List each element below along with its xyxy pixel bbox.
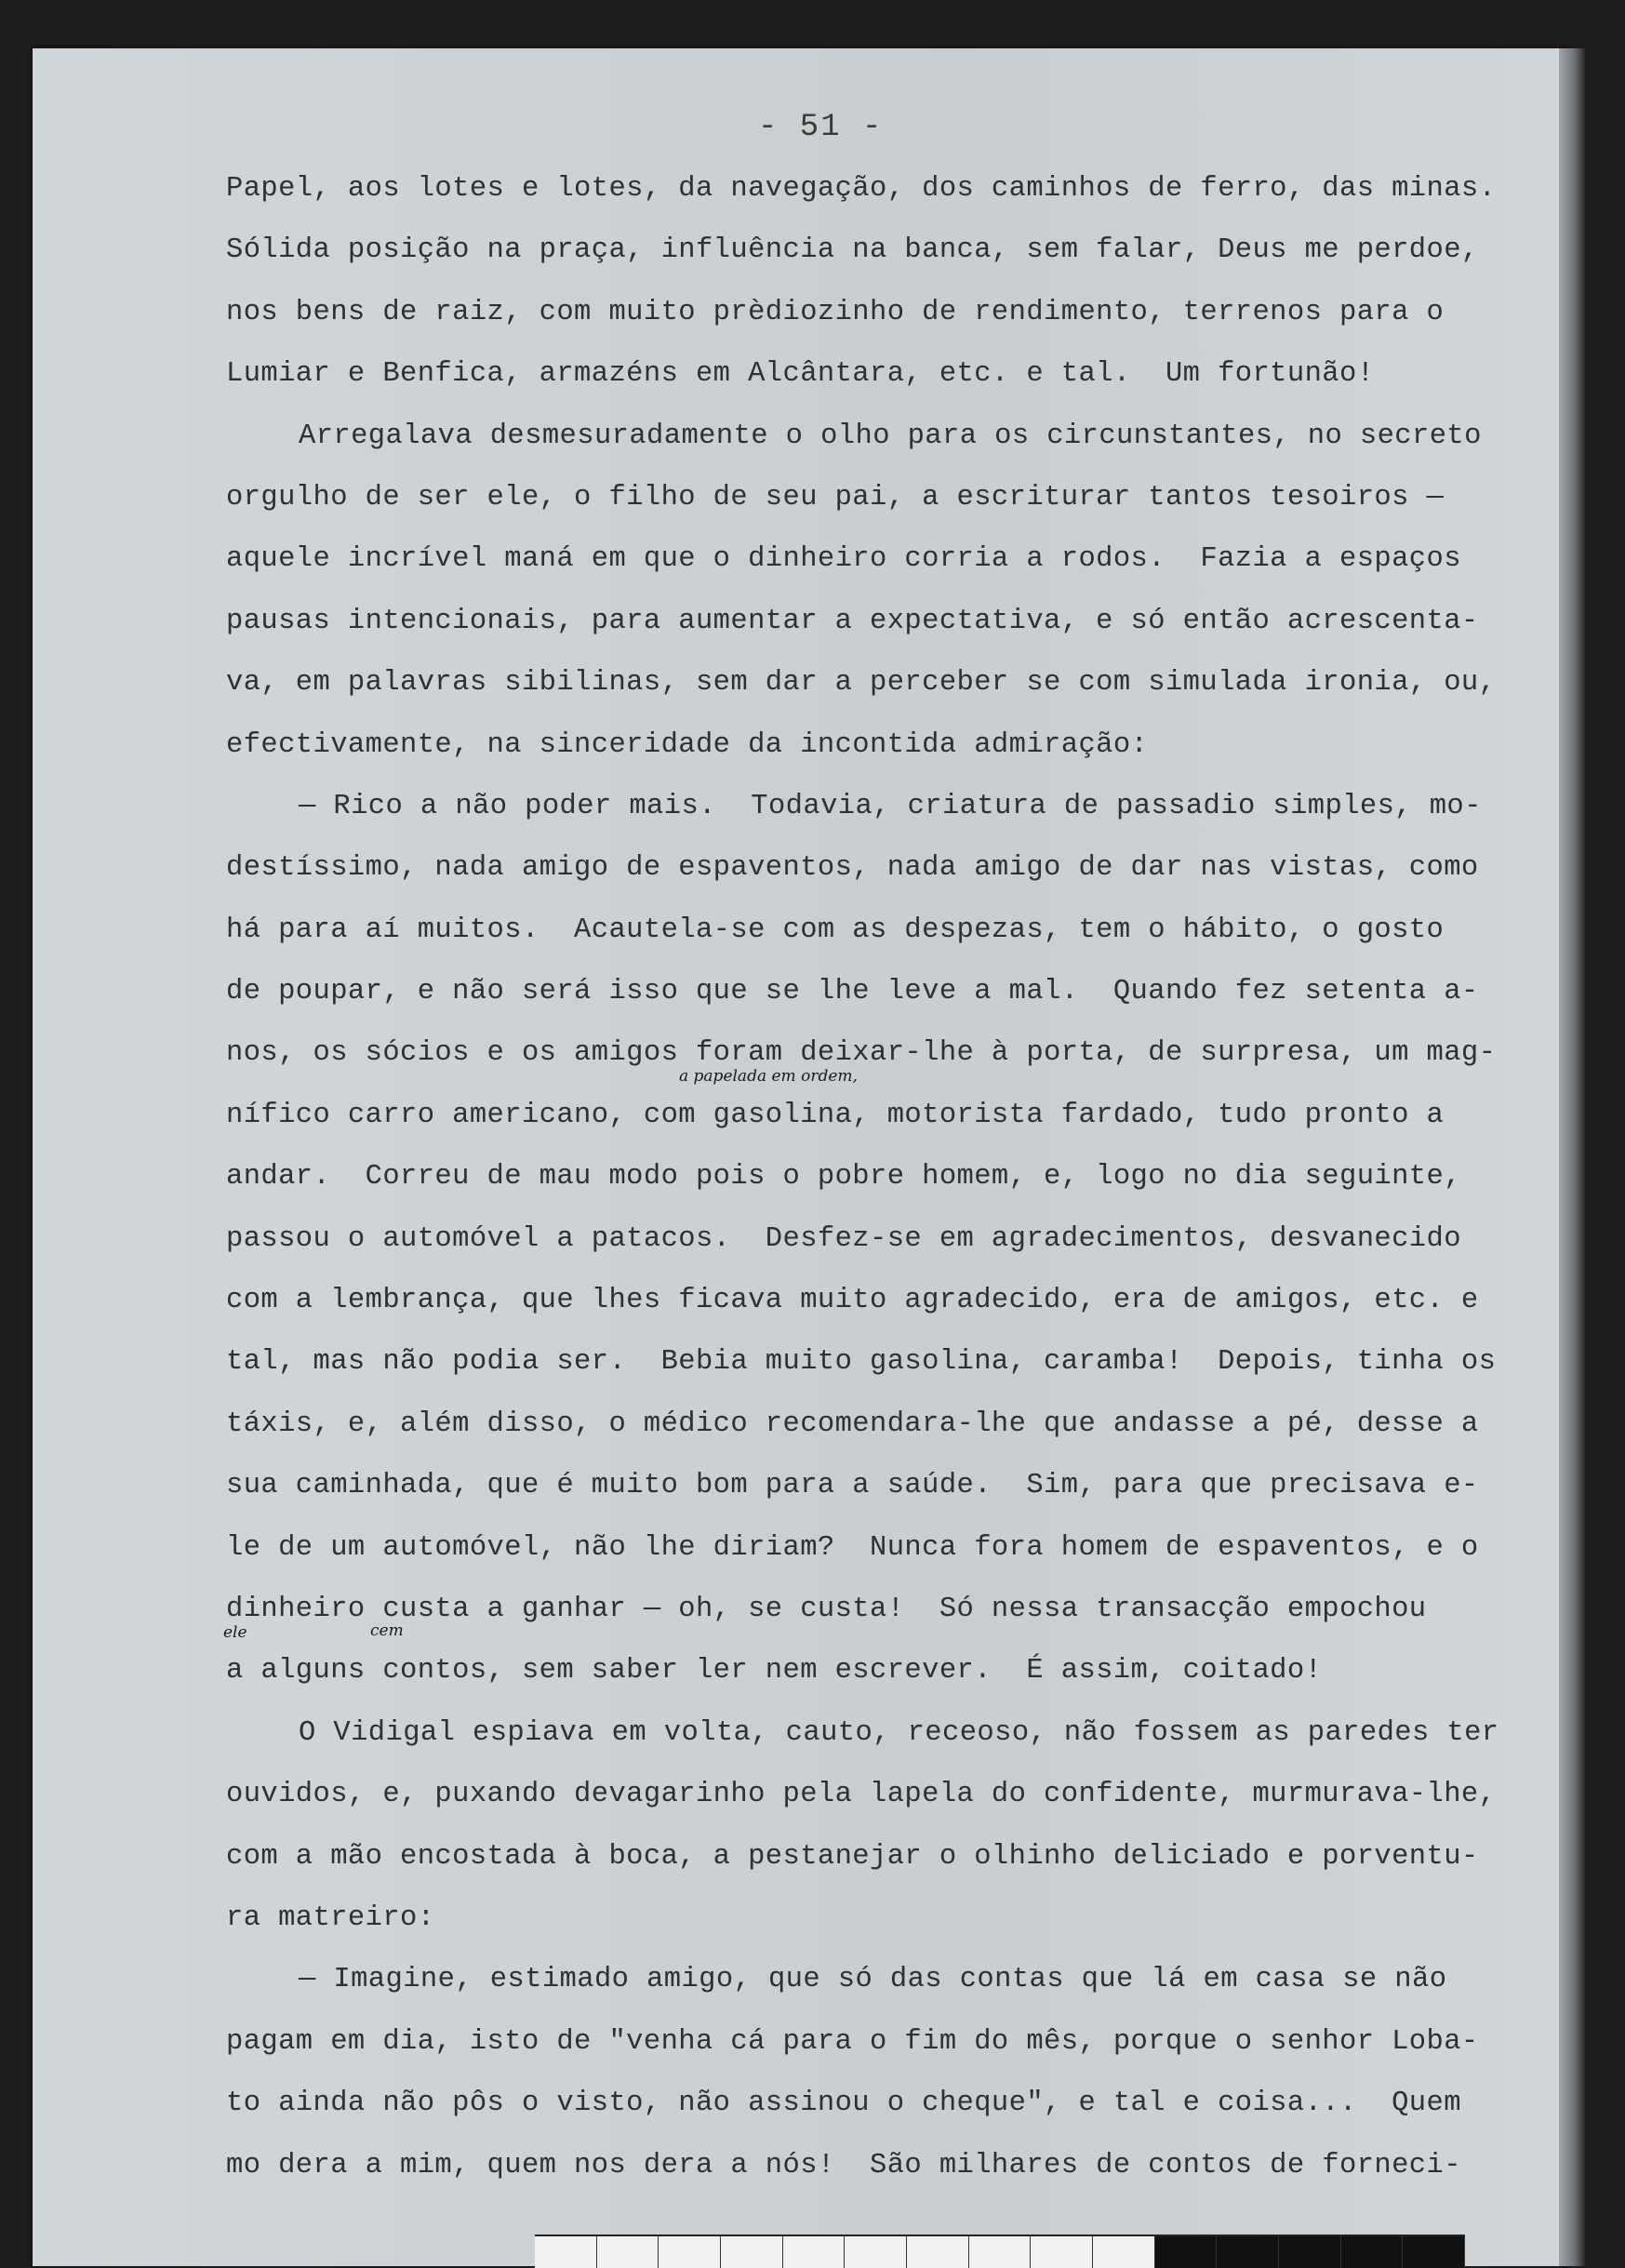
text-line: Papel, aos lotes e lotes, da navegação, dos caminhos de ferro, das minas. bbox=[226, 173, 1497, 205]
text-line: O Vidigal espiava em volta, cauto, receoso, não fossem as paredes ter bbox=[299, 1716, 1499, 1749]
text-line: com a mão encostada à boca, a pestanejar o olhinho deliciado e porventu- bbox=[226, 1840, 1479, 1873]
text-line: há para aí muitos. Acautela-se com as despezas, tem o hábito, o gosto bbox=[226, 914, 1445, 946]
text-line: pagam em dia, isto de "venha cá para o fim do mês, porque o senhor Loba- bbox=[226, 2025, 1479, 2058]
handwritten-note: cem bbox=[370, 1621, 404, 1640]
text-line: andar. Correu de mau modo pois o pobre homem, e, logo no dia seguinte, bbox=[226, 1161, 1461, 1194]
text-line: ra matreiro: bbox=[226, 1901, 435, 1934]
page-number: - 51 - bbox=[758, 110, 884, 145]
scale-bar bbox=[535, 2235, 1465, 2268]
text-line: pausas intencionais, para aumentar a expectativa, e só então acrescenta- bbox=[226, 605, 1479, 637]
document-body bbox=[226, 158, 1565, 2196]
text-line: de poupar, e não será isso que se lhe leve a mal. Quando fez setenta a- bbox=[226, 976, 1479, 1008]
text-line: nífico carro americano, com gasolina, motorista fardado, tudo pronto a bbox=[226, 1099, 1445, 1131]
text-line: Lumiar e Benfica, armazéns em Alcântara, etc. e tal. Um fortunão! bbox=[226, 358, 1375, 391]
text-line: orgulho de ser ele, o filho de seu pai, a escriturar tantos tesoiros — bbox=[226, 481, 1445, 514]
text-line: Sólida posição na praça, influência na banca, sem falar, Deus me perdoe, bbox=[226, 234, 1479, 267]
text-line: nos bens de raiz, com muito prèdiozinho de rendimento, terrenos para o bbox=[226, 296, 1445, 328]
text-line: sua caminhada, que é muito bom para a saúde. Sim, para que precisava e- bbox=[226, 1470, 1479, 1502]
handwritten-note: ele bbox=[223, 1623, 247, 1642]
text-line: dinheiro custa a ganhar — oh, se custa! Só nessa transacção empochou bbox=[226, 1593, 1427, 1625]
text-line: táxis, e, além disso, o médico recomendara-lhe que andasse a pé, desse a bbox=[226, 1407, 1479, 1440]
text-line: efectivamente, na sinceridade da incontida admiração: bbox=[226, 728, 1149, 761]
text-line: to ainda não pôs o visto, não assinou o cheque", e tal e coisa... Quem bbox=[226, 2088, 1461, 2120]
text-line: Arregalava desmesuradamente o olho para os circunstantes, no secreto bbox=[299, 420, 1482, 452]
text-line: mo dera a mim, quem nos dera a nós! São milhares de contos de forneci- bbox=[226, 2149, 1461, 2181]
text-line: le de um automóvel, não lhe diriam? Nunca fora homem de espaventos, e o bbox=[226, 1531, 1479, 1564]
handwritten-note: a papelada em ordem, bbox=[679, 1067, 858, 1086]
text-line: nos, os sócios e os amigos foram deixar-lhe à porta, de surpresa, um mag- bbox=[226, 1037, 1497, 1070]
text-line: passou o automóvel a patacos. Desfez-se em agradecimentos, desvanecido bbox=[226, 1222, 1461, 1255]
text-line: — Rico a não poder mais. Todavia, criatura de passadio simples, mo- bbox=[299, 790, 1482, 822]
text-line: — Imagine, estimado amigo, que só das contas que lá em casa se não bbox=[299, 1964, 1447, 1996]
text-line: destíssimo, nada amigo de espaventos, nada amigo de dar nas vistas, como bbox=[226, 852, 1479, 885]
text-line: aquele incrível maná em que o dinheiro corria a rodos. Fazia a espaços bbox=[226, 543, 1461, 576]
text-line: com a lembrança, que lhes ficava muito agradecido, era de amigos, etc. e bbox=[226, 1285, 1479, 1317]
text-line: ouvidos, e, puxando devagarinho pela lapela do confidente, murmurava-lhe, bbox=[226, 1779, 1497, 1811]
text-line: va, em palavras sibilinas, sem dar a perceber se com simulada ironia, ou, bbox=[226, 667, 1497, 700]
text-line: a alguns contos, sem saber ler nem escrever. É assim, coitado! bbox=[226, 1655, 1323, 1688]
text-line: tal, mas não podia ser. Bebia muito gasolina, caramba! Depois, tinha os bbox=[226, 1346, 1497, 1379]
